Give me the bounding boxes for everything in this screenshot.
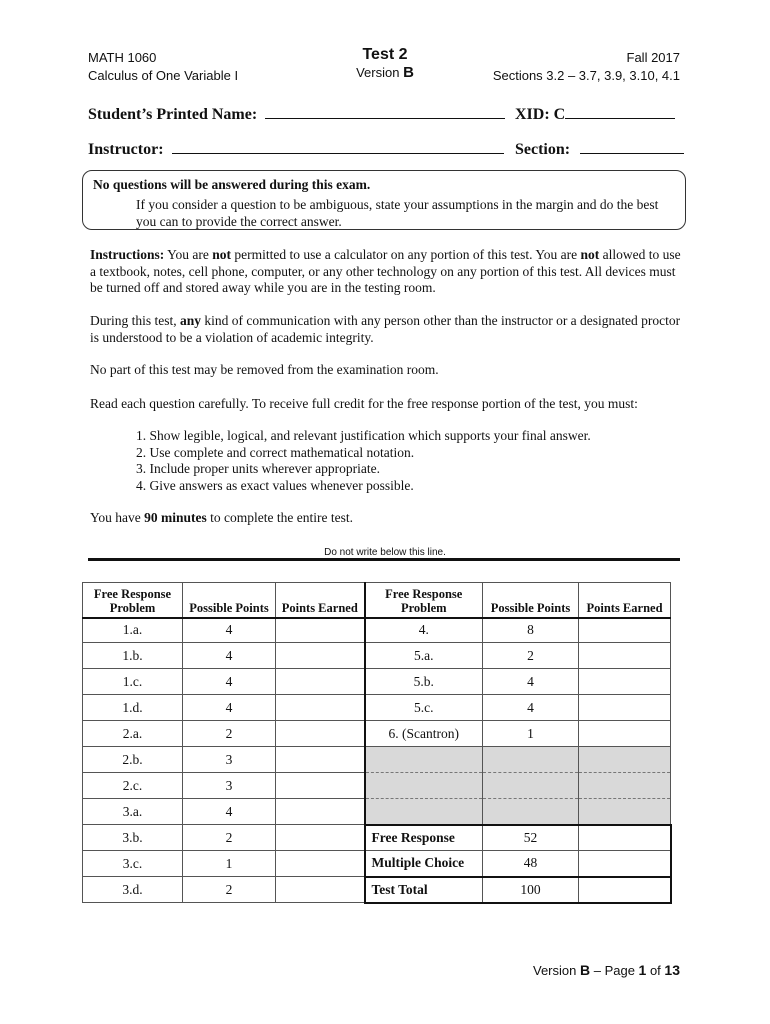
sections-covered: Sections 3.2 – 3.7, 3.9, 3.10, 4.1 xyxy=(492,68,680,83)
problem-cell: 1.b. xyxy=(83,643,183,669)
earned-cell[interactable] xyxy=(276,695,365,721)
instructions-text-b: permitted to use a calculator on any portion of this test. You are xyxy=(231,247,581,262)
col-header: Points Earned xyxy=(579,583,671,618)
instructor-line[interactable] xyxy=(172,139,504,154)
points-cell: 4 xyxy=(183,618,276,643)
col-header: Possible Points xyxy=(183,583,276,618)
score-table xyxy=(82,582,672,904)
problem-cell: 1.d. xyxy=(83,695,183,721)
earned-cell[interactable] xyxy=(276,721,365,747)
points-cell: 3 xyxy=(183,773,276,799)
summary-points: 52 xyxy=(483,825,579,851)
table-row xyxy=(83,799,671,825)
table-row xyxy=(83,669,671,695)
term: Fall 2017 xyxy=(626,50,680,65)
time-limit: 90 minutes xyxy=(144,510,207,525)
col-header: Free Response Problem xyxy=(365,583,483,618)
earned-cell[interactable] xyxy=(276,799,365,825)
table-row xyxy=(83,825,671,851)
shaded-cell xyxy=(483,773,579,799)
footer-version-letter: B xyxy=(579,962,591,978)
earned-cell[interactable] xyxy=(276,747,365,773)
earned-cell[interactable] xyxy=(276,851,365,877)
version-label: Version xyxy=(356,65,404,80)
problem-cell: 3.d. xyxy=(83,877,183,903)
integrity-text-a: During this test, xyxy=(90,313,180,328)
footer-page-total: 13 xyxy=(664,962,680,978)
shaded-cell xyxy=(579,799,671,825)
summary-points: 100 xyxy=(483,877,579,903)
footer-page-number: 1 xyxy=(638,962,647,978)
table-row xyxy=(83,695,671,721)
removal-paragraph: No part of this test may be removed from the examination room. xyxy=(90,362,439,377)
instructions-text-c: allowed to use a textbook, notes, cell phone, computer, or any other technology on any portion of this test. All devices must be turned off and stored away while you are in the testing room. xyxy=(90,247,681,295)
section-label: Section: xyxy=(515,141,571,158)
table-row xyxy=(83,773,671,799)
summary-points: 48 xyxy=(483,851,579,877)
earned-cell[interactable] xyxy=(579,695,671,721)
requirements-list xyxy=(136,428,591,494)
instructions-text-a: You are xyxy=(164,247,213,262)
time-paragraph xyxy=(90,510,685,527)
shaded-cell xyxy=(365,773,483,799)
student-name-label: Student’s Printed Name: xyxy=(88,106,258,123)
earned-cell[interactable] xyxy=(276,773,365,799)
table-header-row xyxy=(83,583,671,618)
shaded-cell xyxy=(579,747,671,773)
summary-label: Test Total xyxy=(365,877,483,903)
points-cell: 8 xyxy=(483,618,579,643)
read-carefully-paragraph: Read each question carefully. To receive full credit for the free response portion of the test, you must: xyxy=(90,396,638,411)
shaded-cell xyxy=(365,799,483,825)
table-row xyxy=(83,851,671,877)
requirement-item: 3. Include proper units wherever appropriate. xyxy=(136,461,381,476)
divider-line xyxy=(88,558,680,561)
shaded-cell xyxy=(365,747,483,773)
footer-version-label: Version xyxy=(533,963,580,978)
notice-title: No questions will be answered during this exam. xyxy=(93,177,371,192)
integrity-any: any xyxy=(180,313,202,328)
points-cell: 4 xyxy=(183,695,276,721)
earned-cell[interactable] xyxy=(579,721,671,747)
requirement-item: 1. Show legible, logical, and relevant justification which supports your final answer. xyxy=(136,428,591,443)
points-cell: 4 xyxy=(183,643,276,669)
time-text-a: You have xyxy=(90,510,145,525)
earned-cell[interactable] xyxy=(276,669,365,695)
instructions-label: Instructions: xyxy=(90,247,165,262)
problem-cell: 5.a. xyxy=(365,643,483,669)
xid-line[interactable] xyxy=(565,104,675,119)
problem-cell: 6. (Scantron) xyxy=(365,721,483,747)
instructions-paragraph xyxy=(90,247,685,297)
problem-cell: 1.c. xyxy=(83,669,183,695)
earned-cell[interactable] xyxy=(579,643,671,669)
earned-cell[interactable] xyxy=(276,618,365,643)
col-header: Free Response Problem xyxy=(83,583,183,618)
course-name: Calculus of One Variable I xyxy=(88,68,239,83)
integrity-text-b: kind of communication with any person other than the instructor or a designated proctor is understood to be a violation of academic integrity. xyxy=(90,313,681,345)
problem-cell: 5.b. xyxy=(365,669,483,695)
problem-cell: 3.a. xyxy=(83,799,183,825)
points-cell: 4 xyxy=(483,695,579,721)
requirement-item: 4. Give answers as exact values whenever possible. xyxy=(136,477,414,493)
points-cell: 4 xyxy=(183,799,276,825)
col-header: Possible Points xyxy=(483,583,579,618)
points-cell: 4 xyxy=(483,669,579,695)
points-cell: 2 xyxy=(183,877,276,903)
earned-cell[interactable] xyxy=(579,669,671,695)
points-cell: 1 xyxy=(483,721,579,747)
do-not-write-note: Do not write below this line. xyxy=(324,547,446,558)
shaded-cell xyxy=(579,773,671,799)
summary-earned-cell[interactable] xyxy=(579,851,671,877)
notice-text: If you consider a question to be ambiguous, state your assumptions in the margin and do the best you can to provide the correct answer. xyxy=(136,197,659,229)
problem-cell: 5.c. xyxy=(365,695,483,721)
test-title: Test 2 xyxy=(362,46,408,63)
student-name-line[interactable] xyxy=(265,104,505,119)
summary-label: Multiple Choice xyxy=(365,851,483,877)
earned-cell[interactable] xyxy=(276,877,365,903)
shaded-cell xyxy=(483,799,579,825)
problem-cell: 3.c. xyxy=(83,851,183,877)
instructions-not-1: not xyxy=(212,247,232,262)
points-cell: 3 xyxy=(183,747,276,773)
section-line[interactable] xyxy=(580,139,684,154)
problem-cell: 3.b. xyxy=(83,825,183,851)
version-letter: B xyxy=(403,64,414,81)
course-code: MATH 1060 xyxy=(88,50,157,65)
earned-cell[interactable] xyxy=(276,643,365,669)
points-cell: 2 xyxy=(183,721,276,747)
summary-earned-cell[interactable] xyxy=(579,877,671,903)
earned-cell[interactable] xyxy=(579,618,671,643)
problem-cell: 2.c. xyxy=(83,773,183,799)
xid-label: XID: C xyxy=(515,106,566,123)
table-row xyxy=(83,721,671,747)
problem-cell: 1.a. xyxy=(83,618,183,643)
problem-cell: 2.a. xyxy=(83,721,183,747)
shaded-cell xyxy=(483,747,579,773)
col-header: Points Earned xyxy=(276,583,365,618)
notice-box xyxy=(82,170,686,230)
earned-cell[interactable] xyxy=(276,825,365,851)
summary-label: Free Response xyxy=(365,825,483,851)
points-cell: 2 xyxy=(183,825,276,851)
integrity-paragraph xyxy=(90,313,685,346)
table-row xyxy=(83,618,671,643)
section-row xyxy=(515,139,684,159)
problem-cell: 2.b. xyxy=(83,747,183,773)
table-row xyxy=(83,643,671,669)
xid-row xyxy=(515,104,675,124)
summary-earned-cell[interactable] xyxy=(579,825,671,851)
page-footer xyxy=(533,962,680,978)
points-cell: 1 xyxy=(183,851,276,877)
instructions-not-2: not xyxy=(580,247,600,262)
footer-page-label: – Page xyxy=(590,963,639,978)
footer-of: of xyxy=(646,963,665,978)
time-text-b: to complete the entire test. xyxy=(206,510,353,525)
requirement-item: 2. Use complete and correct mathematical notation. xyxy=(136,444,415,460)
table-row xyxy=(83,747,671,773)
table-row xyxy=(83,877,671,903)
instructor-row xyxy=(88,139,504,159)
student-name-row xyxy=(88,104,505,124)
points-cell: 4 xyxy=(183,669,276,695)
problem-cell: 4. xyxy=(365,618,483,643)
points-cell: 2 xyxy=(483,643,579,669)
instructor-label: Instructor: xyxy=(88,141,164,158)
